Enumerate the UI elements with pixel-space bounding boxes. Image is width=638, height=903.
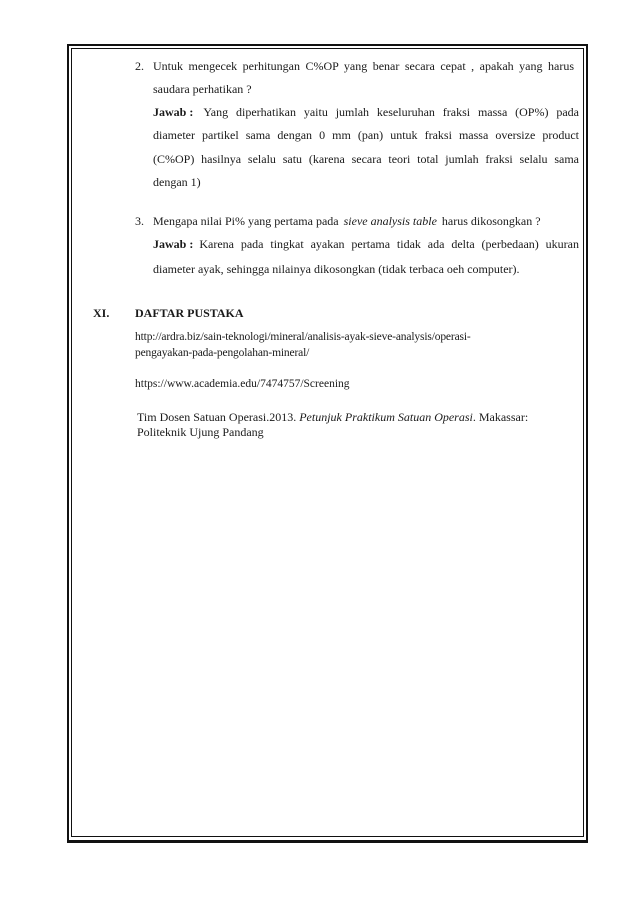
page-border-inner <box>71 48 584 837</box>
q3-question-line1 <box>153 214 579 228</box>
q3-answer-line1 <box>153 237 579 251</box>
reference-3-line2: Politeknik Ujung Pandang <box>137 425 264 439</box>
reference-2[interactable]: https://www.academia.edu/7474757/Screening <box>135 378 350 390</box>
q3-question-italic: sieve analysis table <box>343 214 437 228</box>
section-number: XI. <box>93 306 110 320</box>
reference-3-place: . Makassar: <box>472 410 529 424</box>
section-title: DAFTAR PUSTAKA <box>135 306 244 320</box>
q2-answer-line2: diameter partikel sama dengan 0 mm (pan) untuk fraksi massa oversize product <box>153 128 579 142</box>
q2-question-line1: Untuk mengecek perhitungan C%OP yang benar secara cepat , apakah yang harus <box>153 59 574 73</box>
q3-answer-line2: diameter ayak, sehingga nilainya dikosongkan (tidak terbaca oeh computer). <box>153 262 520 276</box>
q2-number: 2. <box>135 59 144 73</box>
q2-answer-text-line1: Yang diperhatikan yaitu jumlah keseluruhan fraksi massa (OP%) pada <box>203 105 579 119</box>
reference-3-title: Petunjuk Praktikum Satuan Operasi <box>299 410 473 424</box>
q3-answer-label: Jawab : <box>153 237 194 251</box>
q3-question-text-before: Mengapa nilai Pi% yang pertama pada <box>153 214 339 228</box>
q3-number: 3. <box>135 214 144 228</box>
reference-1-line2[interactable]: pengayakan-pada-pengolahan-mineral/ <box>135 347 310 359</box>
q2-answer-line4: dengan 1) <box>153 175 201 189</box>
q2-answer-line3: (C%OP) hasilnya selalu satu (karena secara teori total jumlah fraksi selalu sama <box>153 152 579 166</box>
reference-3-authors: Tim Dosen Satuan Operasi.2013. <box>137 410 297 424</box>
q3-question-text-after: harus dikosongkan ? <box>441 214 541 228</box>
reference-3-line1 <box>137 410 528 424</box>
q2-answer-label: Jawab : <box>153 105 194 119</box>
q3-answer-text-line1: Karena pada tingkat ayakan pertama tidak ada delta (perbedaan) ukuran <box>199 237 579 251</box>
q2-answer-line1 <box>153 105 579 119</box>
q2-question-line2: saudara perhatikan ? <box>153 82 252 96</box>
reference-1-line1[interactable]: http://ardra.biz/sain-teknologi/mineral/analisis-ayak-sieve-analysis/operasi- <box>135 331 471 343</box>
